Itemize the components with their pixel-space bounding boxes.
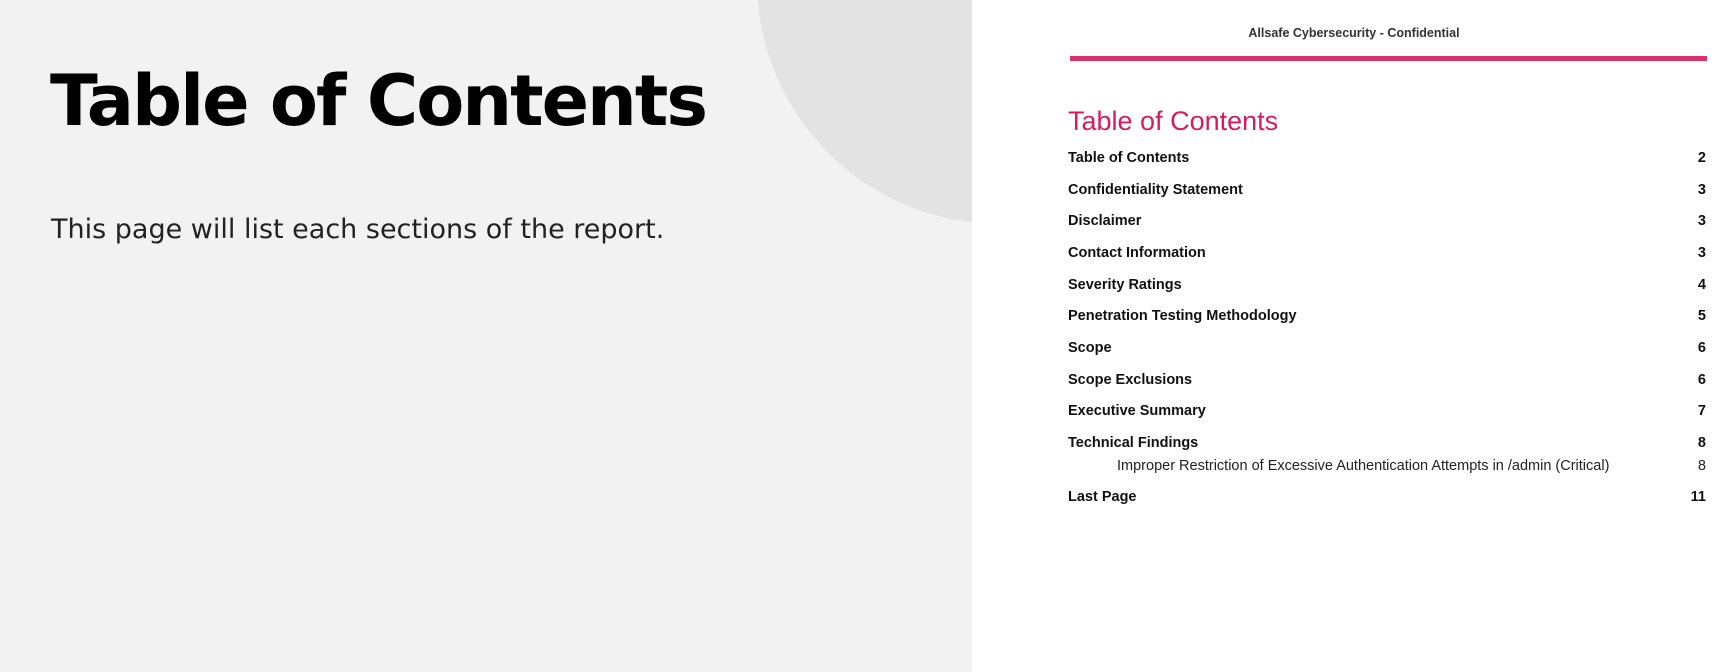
- toc-subentry[interactable]: [1068, 453, 1706, 479]
- toc-entry-label: Severity Ratings: [1068, 276, 1182, 293]
- toc-entry-page: 3: [1697, 213, 1706, 230]
- toc-list: [1068, 142, 1706, 513]
- toc-subentry-label: Improper Restriction of Excessive Authentication Attempts in /admin (Critical): [1117, 457, 1610, 474]
- toc-entry-page: 7: [1697, 403, 1706, 420]
- toc-entry-page: 8: [1697, 435, 1706, 452]
- slide-subtitle: This page will list each sections of the report.: [51, 214, 665, 245]
- toc-entry-label: Scope: [1068, 339, 1112, 356]
- toc-entry-page: 2: [1697, 149, 1706, 166]
- toc-entry-page: 11: [1690, 488, 1706, 505]
- toc-entry[interactable]: [1068, 269, 1706, 301]
- toc-entry-page: 3: [1697, 244, 1706, 261]
- toc-entry-page: 5: [1697, 308, 1706, 325]
- toc-entry[interactable]: [1068, 364, 1706, 396]
- toc-subentry-page: 8: [1697, 457, 1706, 474]
- toc-entry-page: 6: [1697, 371, 1706, 388]
- toc-entry[interactable]: [1068, 142, 1706, 174]
- toc-entry-label: Penetration Testing Methodology: [1068, 308, 1297, 325]
- toc-entry-label: Technical Findings: [1068, 435, 1199, 452]
- toc-entry[interactable]: [1068, 332, 1706, 364]
- toc-entry-label: Disclaimer: [1068, 213, 1142, 230]
- toc-entry[interactable]: [1068, 205, 1706, 237]
- toc-heading: Table of Contents: [1068, 106, 1279, 136]
- toc-entry-label: Confidentiality Statement: [1068, 181, 1243, 198]
- document-header: Allsafe Cybersecurity - Confidential: [1248, 26, 1460, 40]
- header-divider: [1070, 56, 1707, 61]
- toc-entry-page: 3: [1697, 181, 1706, 198]
- toc-entry-label: Table of Contents: [1068, 149, 1190, 166]
- toc-entry-label: Contact Information: [1068, 244, 1206, 261]
- slide-title: Table of Contents: [50, 60, 707, 142]
- toc-entry-label: Scope Exclusions: [1068, 371, 1193, 388]
- toc-entry-page: 6: [1697, 339, 1706, 356]
- toc-entry[interactable]: [1068, 481, 1706, 513]
- toc-entry-page: 4: [1697, 276, 1706, 293]
- toc-entry[interactable]: [1068, 300, 1706, 332]
- toc-entry-label: Executive Summary: [1068, 403, 1206, 420]
- toc-entry[interactable]: [1068, 174, 1706, 206]
- document-page-preview: [972, 0, 1736, 672]
- toc-entry[interactable]: [1068, 396, 1706, 428]
- toc-entry[interactable]: [1068, 237, 1706, 269]
- toc-entry-label: Last Page: [1068, 488, 1137, 505]
